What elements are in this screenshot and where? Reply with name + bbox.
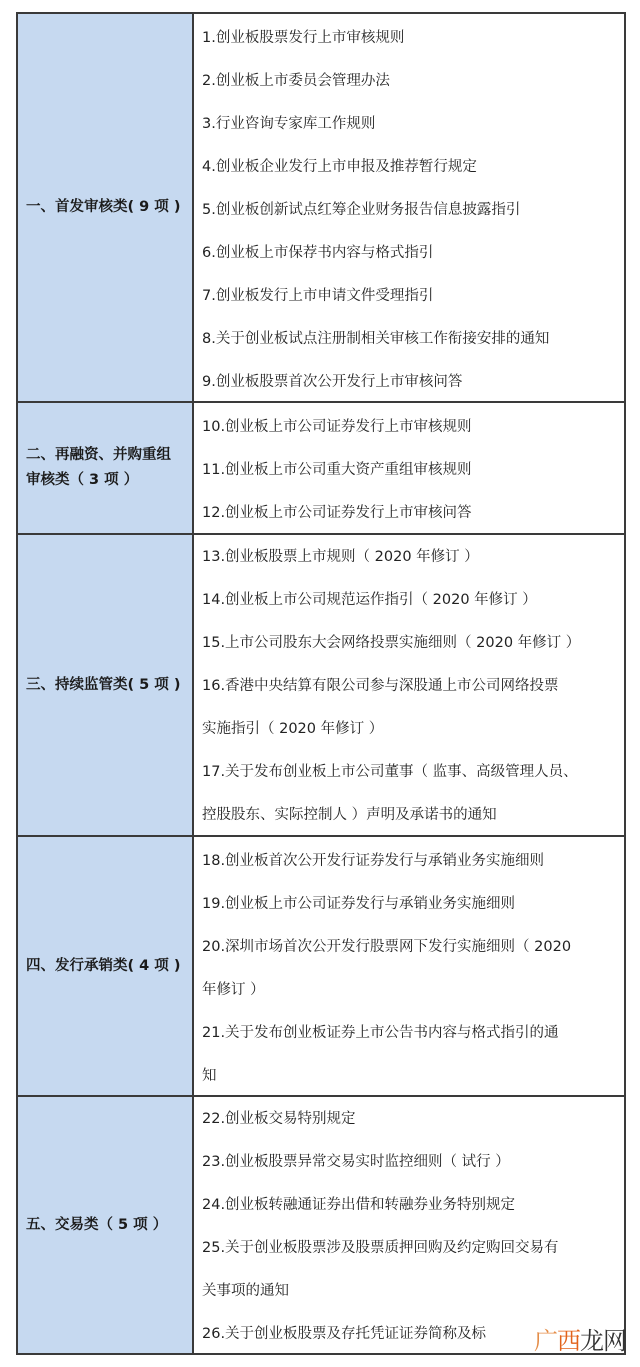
- list-item: 2.创业板上市委员会管理办法: [202, 73, 390, 89]
- list-item: 26.关于创业板股票及存托凭证证券简称及标: [202, 1326, 487, 1342]
- items-cell: [194, 837, 624, 1095]
- category-cell: [18, 14, 194, 401]
- category-label: 五、交易类（ 5 项 ）: [26, 1216, 168, 1233]
- regulations-table: [16, 12, 626, 1355]
- list-item: 11.创业板上市公司重大资产重组审核规则: [202, 462, 472, 478]
- list-item: 16.香港中央结算有限公司参与深股通上市公司网络投票: [202, 678, 559, 694]
- list-item: 17.关于发布创业板上市公司董事（ 监事、高级管理人员、: [202, 764, 578, 780]
- list-item: 10.创业板上市公司证券发行上市审核规则: [202, 419, 472, 435]
- list-item: 18.创业板首次公开发行证券发行与承销业务实施细则: [202, 853, 545, 869]
- category-label: 一、首发审核类( 9 项 ): [26, 199, 181, 215]
- list-item: 14.创业板上市公司规范运作指引（ 2020 年修订 ）: [202, 592, 537, 608]
- list-item: 6.创业板上市保荐书内容与格式指引: [202, 245, 434, 261]
- category-cell: [18, 837, 194, 1095]
- watermark-part2: 西: [557, 1327, 580, 1355]
- list-item: 知: [202, 1068, 217, 1084]
- list-item: 22.创业板交易特别规定: [202, 1111, 356, 1127]
- items-cell: [194, 14, 624, 401]
- list-item: 19.创业板上市公司证券发行与承销业务实施细则: [202, 896, 516, 912]
- list-item: 3.行业咨询专家库工作规则: [202, 116, 376, 132]
- items-cell: [194, 1097, 624, 1353]
- list-item: 24.创业板转融通证券出借和转融券业务特别规定: [202, 1197, 516, 1213]
- category-cell: [18, 403, 194, 533]
- category-label: 三、持续监管类( 5 项 ): [26, 676, 181, 693]
- category-cell: [18, 1097, 194, 1353]
- list-item: 15.上市公司股东大会网络投票实施细则（ 2020 年修订 ）: [202, 635, 581, 651]
- list-item: 20.深圳市场首次公开发行股票网下发行实施细则（ 2020: [202, 939, 572, 955]
- items-cell: [194, 535, 624, 835]
- section-ipo-review: [18, 14, 624, 401]
- list-item: 关事项的通知: [202, 1283, 289, 1299]
- watermark-part3: 龙网: [580, 1327, 626, 1355]
- list-item: 25.关于创业板股票涉及股票质押回购及约定购回交易有: [202, 1240, 559, 1256]
- category-label: [26, 443, 171, 493]
- list-item: 9.创业板股票首次公开发行上市审核问答: [202, 374, 463, 390]
- watermark-logo: [534, 1321, 626, 1356]
- list-item: 年修订 ）: [202, 982, 265, 998]
- category-label: 四、发行承销类( 4 项 ): [26, 957, 181, 974]
- list-item: 23.创业板股票异常交易实时监控细则（ 试行 ）: [202, 1154, 510, 1170]
- category-label-line1: 二、再融资、并购重组: [26, 447, 171, 463]
- list-item: 7.创业板发行上市申请文件受理指引: [202, 288, 434, 304]
- items-cell: [194, 403, 624, 533]
- list-item: 4.创业板企业发行上市申报及推荐暂行规定: [202, 159, 477, 175]
- category-cell: [18, 535, 194, 835]
- list-item: 1.创业板股票发行上市审核规则: [202, 30, 405, 46]
- list-item: 控股股东、实际控制人 ）声明及承诺书的通知: [202, 807, 497, 823]
- section-ongoing-supervision: [18, 533, 624, 835]
- section-refinancing-review: [18, 401, 624, 533]
- watermark-part1: 广: [534, 1327, 557, 1355]
- list-item: 5.创业板创新试点红筹企业财务报告信息披露指引: [202, 202, 521, 218]
- list-item: 实施指引（ 2020 年修订 ）: [202, 721, 384, 737]
- list-item: 12.创业板上市公司证券发行上市审核问答: [202, 505, 472, 521]
- section-trading: [18, 1095, 624, 1353]
- section-issuance-underwriting: [18, 835, 624, 1095]
- list-item: 21.关于发布创业板证券上市公告书内容与格式指引的通: [202, 1025, 559, 1041]
- category-label-line2: 审核类（ 3 项 ）: [26, 472, 139, 488]
- list-item: 8.关于创业板试点注册制相关审核工作衔接安排的通知: [202, 331, 550, 347]
- list-item: 13.创业板股票上市规则（ 2020 年修订 ）: [202, 549, 479, 565]
